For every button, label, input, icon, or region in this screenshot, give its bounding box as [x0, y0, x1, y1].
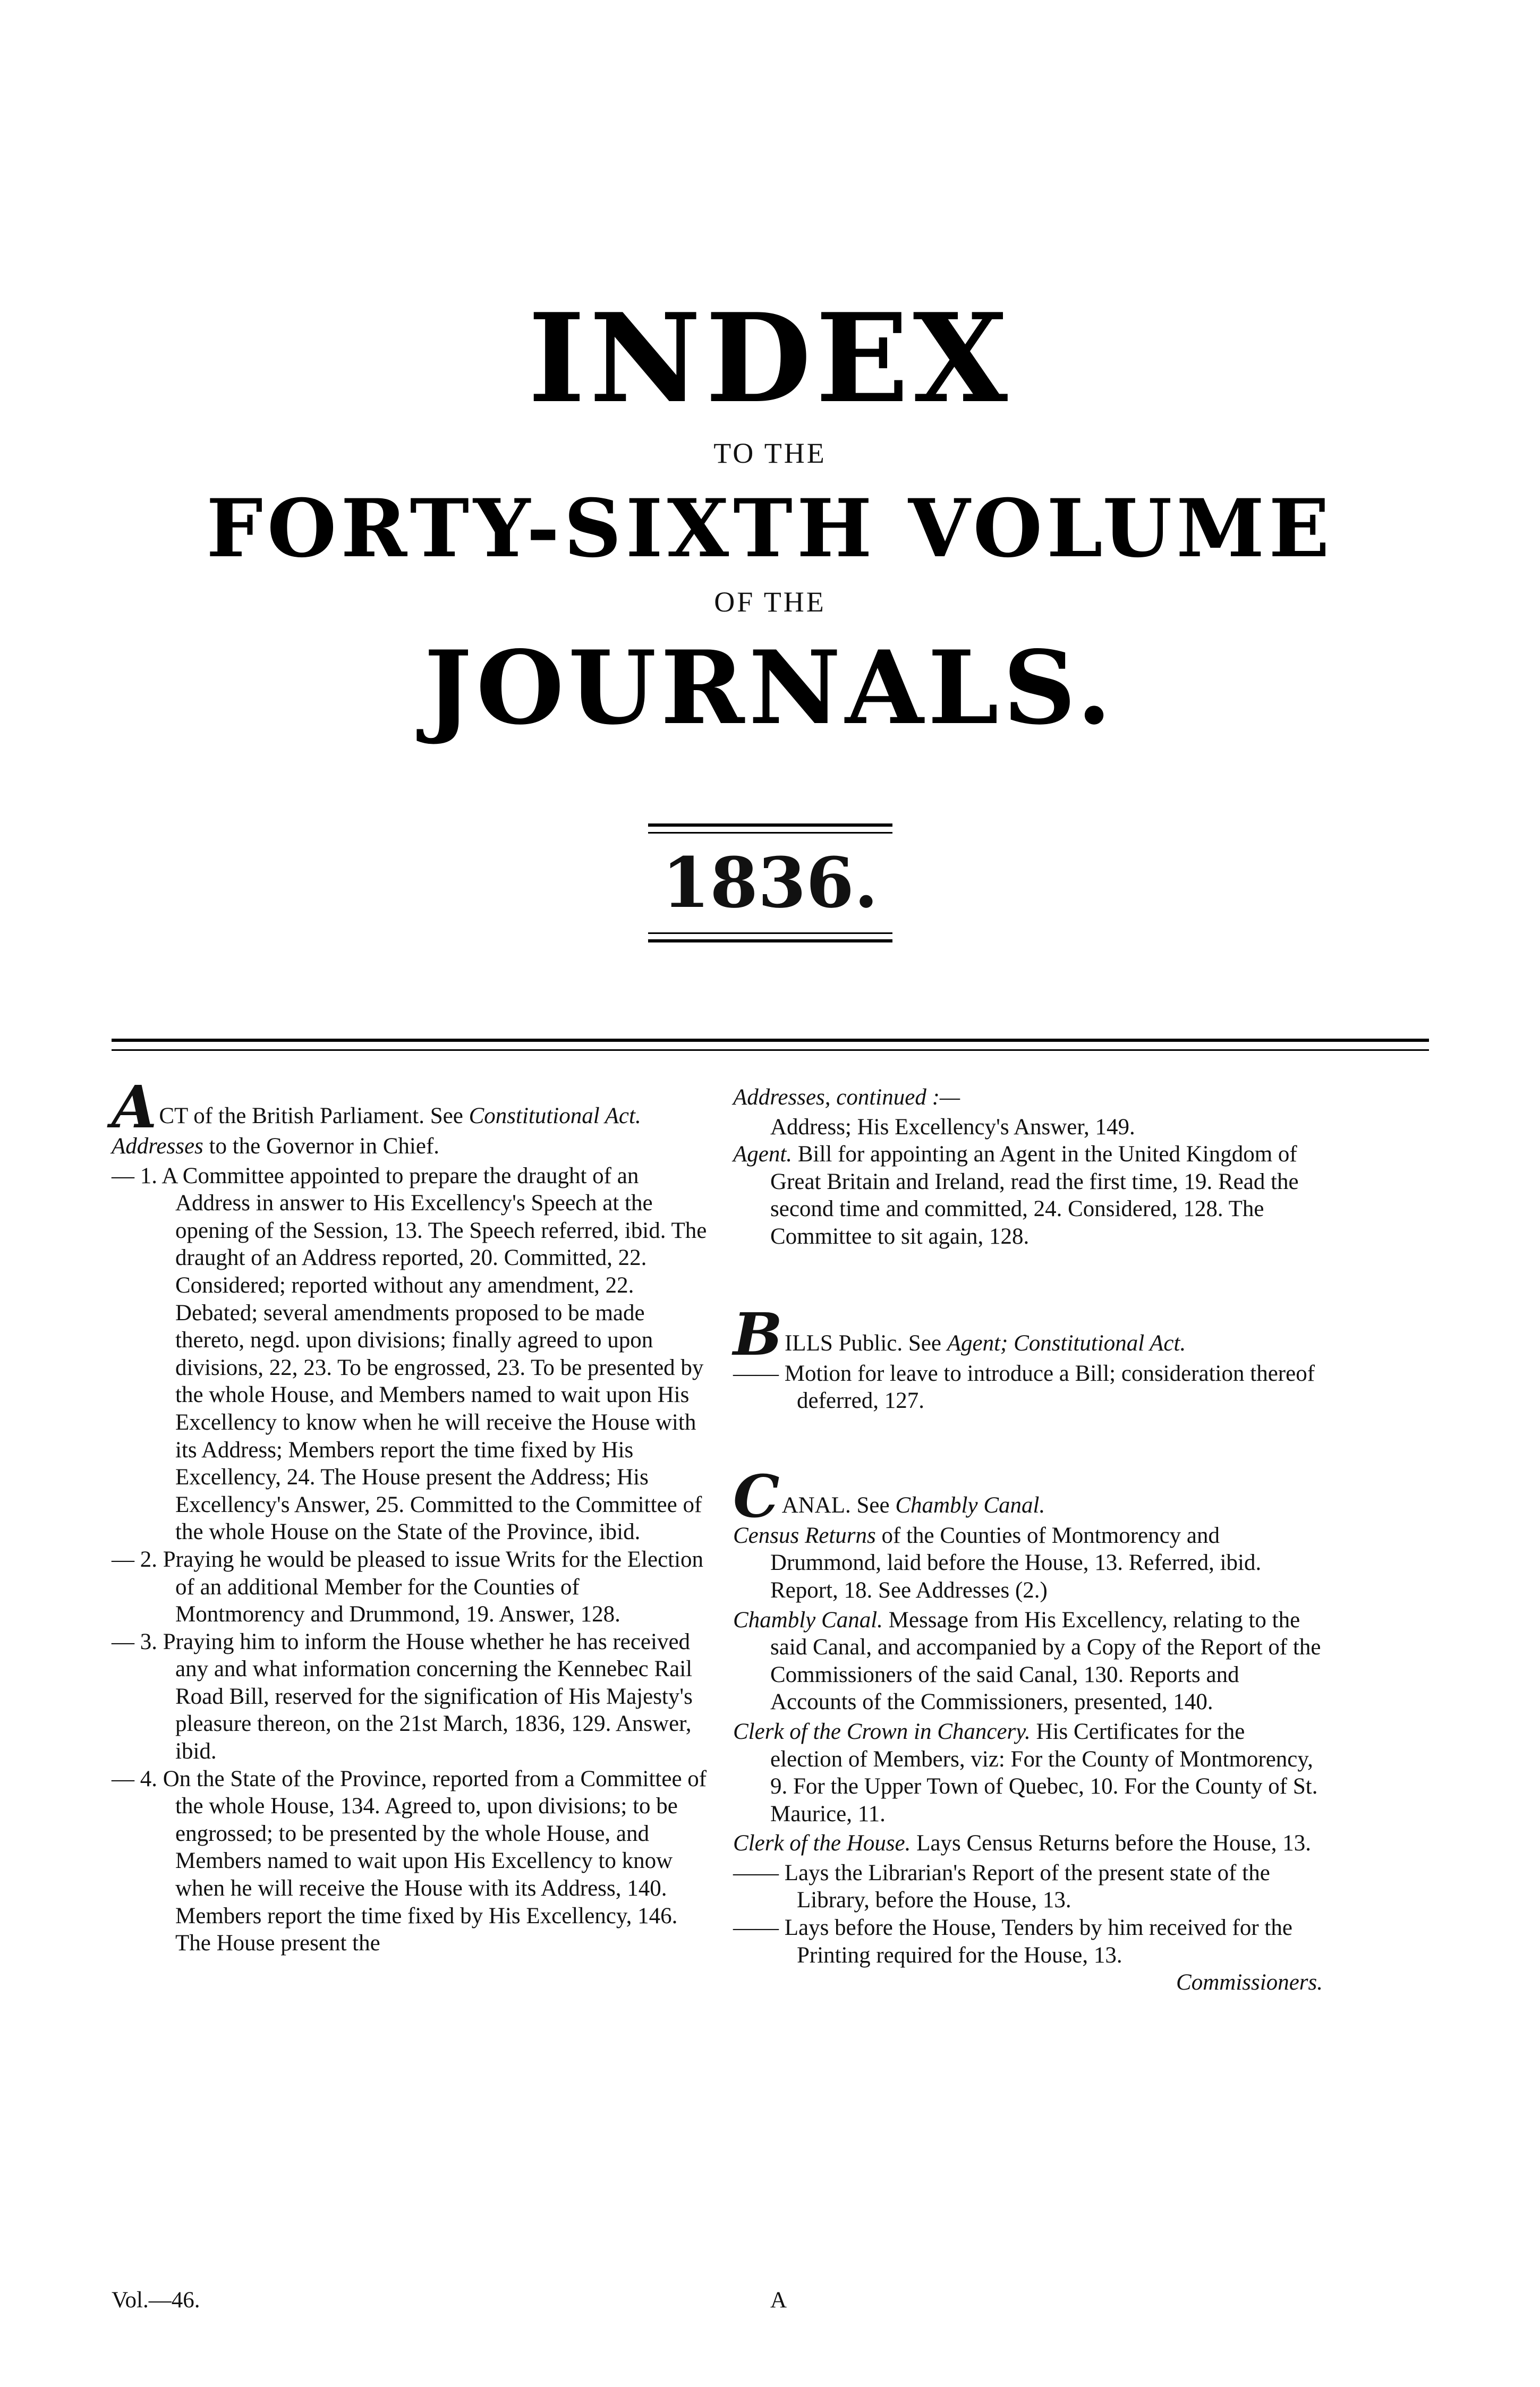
catchword: Commissioners. — [1176, 1970, 1323, 1995]
index-entry-act — [112, 1073, 712, 1141]
rule-below-year-thin — [648, 932, 892, 934]
rule-full-1 — [112, 1039, 1429, 1042]
chambly-text: Message from His Excellency, relating to the said Canal, and accompanied by a Copy of the Report of the Commissioners of the said Canal, 130. Reports and Accounts of the Commissioners, presented, 140. — [770, 1607, 1321, 1715]
volume-number: Vol.—46. — [112, 2288, 200, 2313]
title-of-the: OF THE — [714, 586, 826, 618]
index-entry-clerk-crown — [733, 1718, 1323, 1828]
address-entry-3: — 3. Praying him to inform the House whether he has received any and what information concerning the Kennebec Rail Road Bill, reserved for the signification of His Majesty's pleasure thereon, on the 21st March, 1836, 129. Answer, ibid. — [112, 1629, 693, 1764]
chambly-heading: Chambly Canal. — [733, 1607, 883, 1633]
bills-subentry: —— Motion for leave to introduce a Bill; consideration thereof deferred, 127. — [733, 1361, 1315, 1414]
index-entry-addresses — [112, 1133, 712, 1160]
index-entry-bills — [733, 1299, 1323, 1369]
clerk-crown-text: His Certificates for the election of Members, viz: For the County of Montmorency, 9. For the Upper Town of Quebec, 10. For the County of St. Maurice, 11. — [770, 1719, 1318, 1827]
canal-heading: ANAL. See — [781, 1492, 890, 1518]
rule-full-2 — [112, 1049, 1429, 1051]
title-journals: JOURNALS. — [424, 628, 1116, 747]
addresses-continued-heading: Addresses, continued :— — [733, 1085, 960, 1110]
addresses-continued-line: Address; His Excellency's Answer, 149. — [770, 1114, 1135, 1140]
index-entry-census — [733, 1522, 1323, 1604]
dropcap-c: C — [733, 1462, 780, 1531]
title-to-the: TO THE — [713, 437, 827, 469]
address-entry-2: — 2. Praying he would be pleased to issue Writs for the Election of an additional Member for the Counties of Montmorency and Drummond, 19. Answer, 128. — [112, 1547, 704, 1627]
address-entry-4: — 4. On the State of the Province, reported from a Committee of the whole House, 134. Agreed to, upon divisions; to be engrossed; to be presented by the whole House, and Members named to wait upon His Excellency to know when he will receive the House with its Address, 140. Members report the time fixed by His Excellency, 146. The House present the — [112, 1766, 707, 1956]
bills-reference: Agent; Constitutional Act. — [947, 1330, 1186, 1356]
agent-heading: Agent. — [733, 1142, 793, 1167]
clerk-house-subentry-1: —— Lays the Librarian's Report of the present state of the Library, before the House, 13. — [733, 1860, 1270, 1913]
addresses-heading: Addresses — [112, 1134, 203, 1159]
canal-reference: Chambly Canal. — [895, 1492, 1045, 1518]
rule-above-year — [648, 823, 892, 827]
agent-text: Bill for appointing an Agent in the United Kingdom of Great Britain and Ireland, read the first time, 19. Read the second time and committed, 24. Considered, 128. The Committee to sit again, 128. — [770, 1142, 1299, 1249]
bills-heading: ILLS Public. See — [784, 1330, 941, 1356]
dropcap-b: B — [733, 1299, 782, 1369]
index-entry-agent — [733, 1141, 1323, 1250]
rule-above-year-thin — [648, 832, 892, 834]
title-volume: FORTY-SIXTH VOLUME — [206, 482, 1334, 575]
index-entry-canal — [733, 1462, 1323, 1531]
index-entry-clerk-house — [733, 1830, 1323, 1857]
addresses-heading-rest: to the Governor in Chief. — [209, 1134, 440, 1159]
act-reference: Constitutional Act. — [469, 1103, 641, 1128]
title-index: INDEX — [527, 287, 1013, 430]
rule-below-year — [648, 939, 892, 942]
index-entry-addresses-continued — [733, 1084, 1323, 1111]
census-heading: Census Returns — [733, 1523, 876, 1548]
index-entry-chambly — [733, 1607, 1323, 1716]
index-column-right — [733, 1084, 1323, 1997]
title-block — [0, 287, 1540, 942]
clerk-house-heading: Clerk of the House. — [733, 1831, 911, 1856]
title-year: 1836. — [661, 842, 879, 923]
clerk-house-text: Lays Census Returns before the House, 13. — [916, 1831, 1311, 1856]
clerk-crown-heading: Clerk of the Crown in Chancery. — [733, 1719, 1031, 1744]
act-heading: CT of the British Parliament. See — [159, 1103, 463, 1128]
address-entry-1: — 1. A Committee appointed to prepare the draught of an Address in answer to His Excellency's Speech at the opening of the Session, 13. The Speech referred, ibid. The draught of an Address reported, 20. Committed, 22. Considered; reported without any amendment, 22. Debated; several amendments proposed to be made thereto, negd. upon divisions; finally agreed to upon divisions, 22, 23. To be engrossed, 23. To be presented by the whole House, and Members named to wait upon His Excellency to know when he will receive the House with its Address; Members report the time fixed by His Excellency, 24. The House present the Address; His Excellency's Answer, 25. Committed to the Committee of the whole House on the State of the Province, ibid. — [112, 1163, 707, 1545]
census-text: of the Counties of Montmorency and Drummond, laid before the House, 13. Referred, ibid. Report, 18. See Addresses (2.) — [770, 1523, 1262, 1603]
signature-mark: A — [770, 2288, 787, 2313]
index-column-left — [112, 1073, 712, 1957]
dropcap-a: A — [112, 1073, 157, 1141]
clerk-house-subentry-2: —— Lays before the House, Tenders by him received for the Printing required for the House, 13. — [733, 1915, 1292, 1968]
